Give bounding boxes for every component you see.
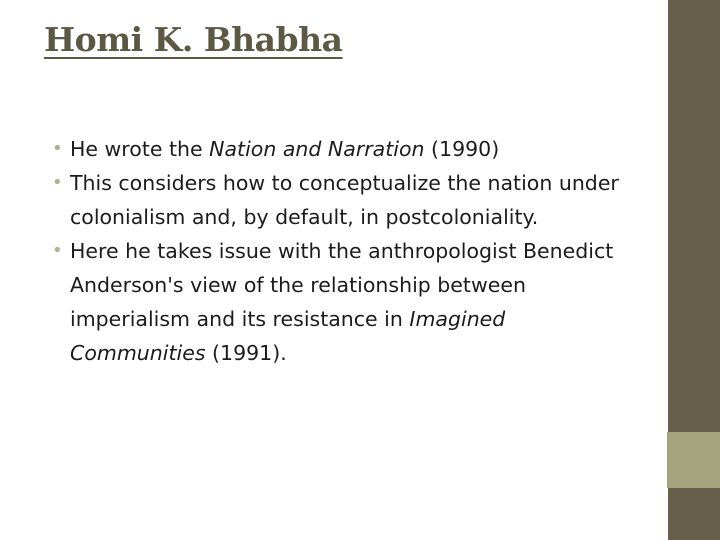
bullet-marker-icon: • xyxy=(52,138,63,159)
book-title: Imagined Communities xyxy=(70,307,506,365)
bullet-item xyxy=(52,132,622,166)
slide-title: Homi K. Bhabha xyxy=(44,20,343,59)
bullet-text: This considers how to conceptualize the nation under colonialism and, by default, in postcoloniality. xyxy=(70,171,619,229)
bullet-list xyxy=(52,132,622,370)
bullet-text: Here he takes issue with the anthropologist Benedict Anderson's view of the relationship between imperialism and its resistance in Imagined Communities (1991). xyxy=(70,239,614,365)
book-title: Nation and Narration xyxy=(209,137,425,161)
bullet-marker-icon: • xyxy=(52,172,63,193)
bullet-marker-icon: • xyxy=(52,240,63,261)
sidebar-accent-block xyxy=(667,432,720,488)
bullet-item xyxy=(52,166,622,234)
bullet-item xyxy=(52,234,622,370)
bullet-text: He wrote the Nation and Narration (1990) xyxy=(70,137,500,161)
